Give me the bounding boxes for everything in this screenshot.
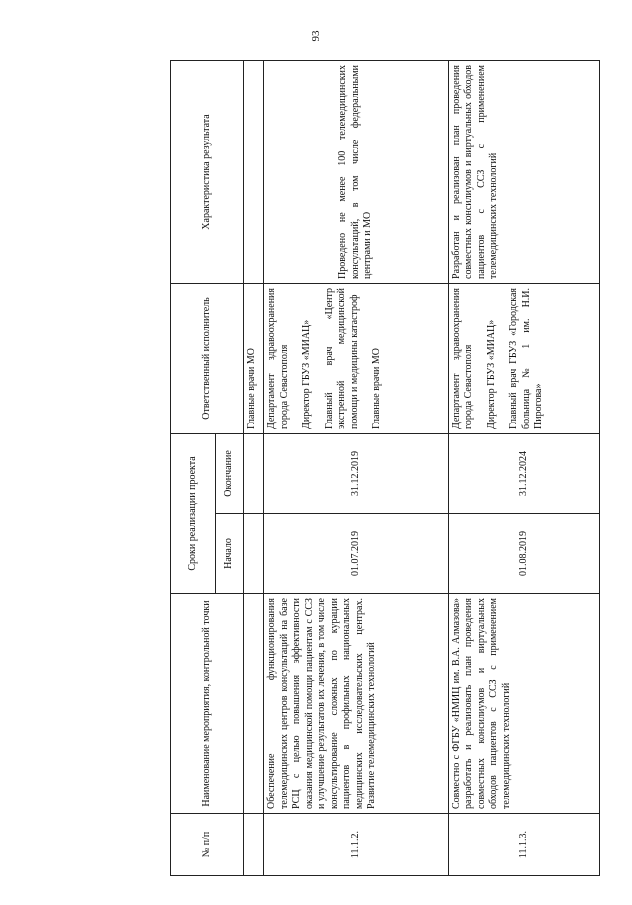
cell-executor <box>244 283 264 433</box>
cell-start: 01.08.2019 <box>448 514 599 594</box>
header-num: № п/п <box>171 814 244 876</box>
activities-table <box>170 60 600 876</box>
executor-line: Департамент здравоохранения города Севастополя <box>266 287 290 429</box>
cell-result <box>244 60 264 283</box>
cell-name: Совместно с ФГБУ «НМИЦ им. В.А. Алмазова» разработать и реализовать план проведения совместных консилиумов и виртуальных обходов пациентов с ССЗ с применением телемедицинских технологий <box>448 594 599 814</box>
page-number: 93 <box>310 30 322 42</box>
executor-line: Департамент здравоохранения города Севастополя <box>450 287 475 429</box>
header-result: Характеристика результата <box>171 60 244 283</box>
cell-start <box>244 514 264 594</box>
cell-executor <box>264 283 449 433</box>
table-row <box>264 60 449 875</box>
executor-line: Директор ГБУЗ «МИАЦ» <box>485 319 497 429</box>
cell-name: Обеспечение функционирования телемедицинских центров консультаций на базе РСЦ с целью повышения эффективности оказания медицинской помощи пациентам с ССЗ и улучшение результатов их лечения, в том числе консультирование сложных по курации пациентов в профильных национальных медицинских исследовательских центрах. Развитие телемедицинских технологий <box>264 594 449 814</box>
cell-end <box>244 433 264 513</box>
header-dates-group: Сроки реализации проекта <box>171 433 216 593</box>
executor-line: Директор ГБУЗ «МИАЦ» <box>301 319 312 429</box>
executor-line: Главный врач «Центр экстренной медицинской помощи и медицины катастроф <box>323 287 360 429</box>
cell-num: 11.1.3. <box>448 814 599 876</box>
cell-end: 31.12.2024 <box>448 433 599 513</box>
table-row <box>448 60 599 875</box>
cell-result: Разработан и реализован план проведения совместных консилиумов и виртуальных обходов пациентов с ССЗ с применением телемедицинских технологий <box>448 60 599 283</box>
cell-num <box>244 814 264 876</box>
rotated-table-container <box>170 61 600 876</box>
header-name: Наименование мероприятия, контрольной точки <box>171 594 244 814</box>
cell-end: 31.12.2019 <box>264 433 449 513</box>
cell-result: Проведено не менее 100 телемедицинских консультаций, в том числе федеральными центрами и МО <box>264 60 449 283</box>
executor-line: Главный врач ГБУЗ «Городская больница № 1 им. Н.И. Пирогова» <box>508 287 545 429</box>
cell-num: 11.1.2. <box>264 814 449 876</box>
header-start: Начало <box>216 514 244 594</box>
header-executor: Ответственный исполнитель <box>171 283 244 433</box>
cell-start: 01.07.2019 <box>264 514 449 594</box>
cell-executor <box>448 283 599 433</box>
header-end: Окончание <box>216 433 244 513</box>
executor-line: Главные врачи МО <box>371 348 382 429</box>
executor-line: Главные врачи МО <box>246 348 257 429</box>
table-row <box>244 60 264 875</box>
cell-name <box>244 594 264 814</box>
